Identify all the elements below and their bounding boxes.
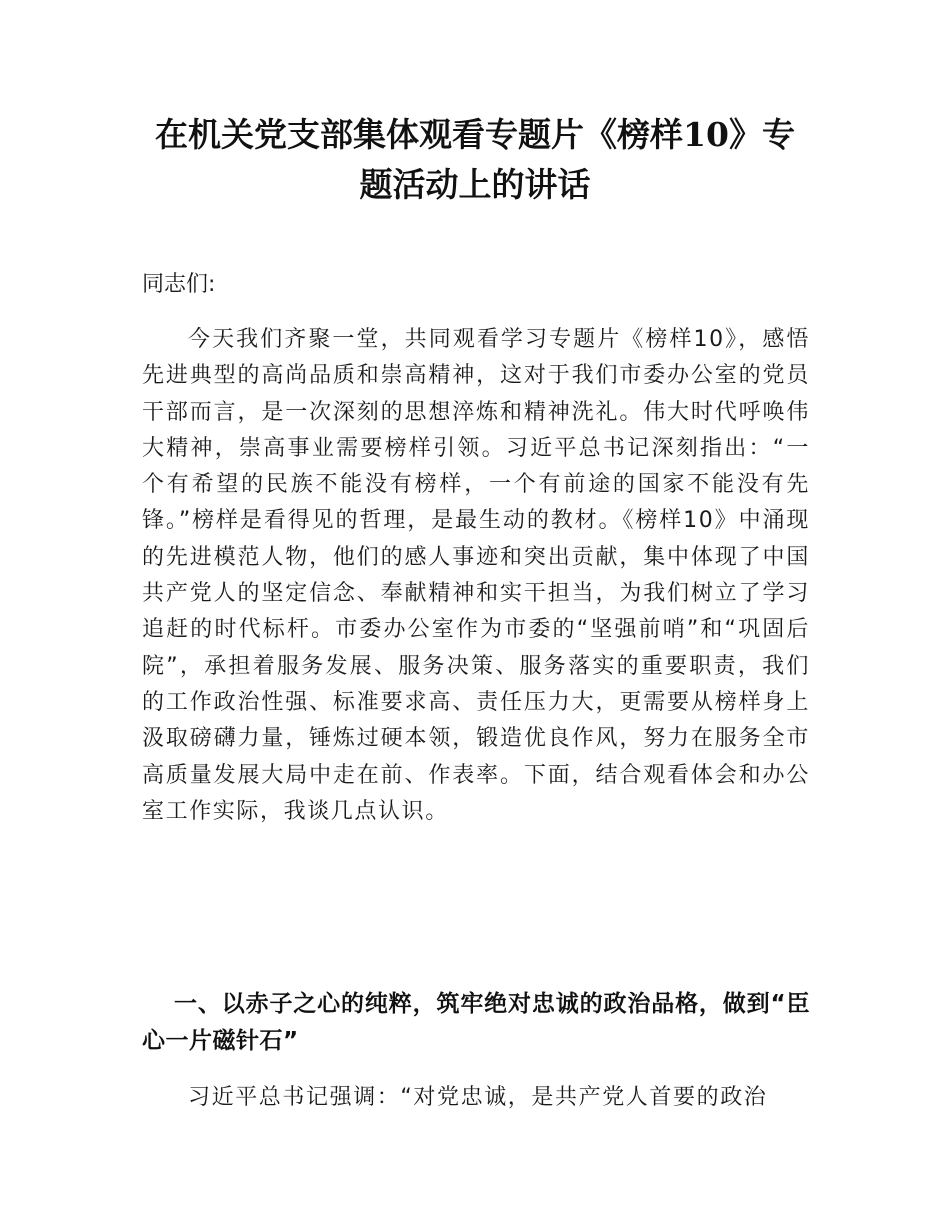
section-paragraph: 习近平总书记强调：“对党忠诚，是共产党人首要的政治 — [188, 1085, 768, 1110]
section-heading: 一、以赤子之心的纯粹，筑牢绝对忠诚的政治品格，做到“臣心一片磁针石” — [142, 991, 810, 1054]
salutation: 同志们: — [142, 272, 216, 297]
body-paragraph: 今天我们齐聚一堂，共同观看学习专题片《榜样10》，感悟先进典型的高尚品质和崇高精神，这对于我们市委办公室的党员干部而言，是一次深刻的思想淬炼和精神洗礼。伟大时代呼唤伟大精神，崇高事业需要榜样引领。习近平总书记深刻指出：“一个有希望的民族不能没有榜样，一个有前途的国家不能没有先锋。”榜样是看得见的哲理，是最生动的教材。《榜样10》中涌现的先进模范人物，他们的感人事迹和突出贡献，集中体现了中国共产党人的坚定信念、奉献精神和实干担当，为我们树立了学习追赶的时代标杆。市委办公室作为市委的“坚强前哨”和“巩固后院”，承担着服务发展、服务决策、服务落实的重要职责，我们的工作政治性强、标准要求高、责任压力大，更需要从榜样身上汲取磅礴力量，锤炼过硬本领，锻造优良作风，努力在服务全市高质量发展大局中走在前、作表率。下面，结合观看体会和办公室工作实际，我谈几点认识。 — [142, 327, 810, 824]
document-title: 在机关党支部集体观看专题片《榜样10》专题活动上的讲话 — [155, 115, 795, 204]
